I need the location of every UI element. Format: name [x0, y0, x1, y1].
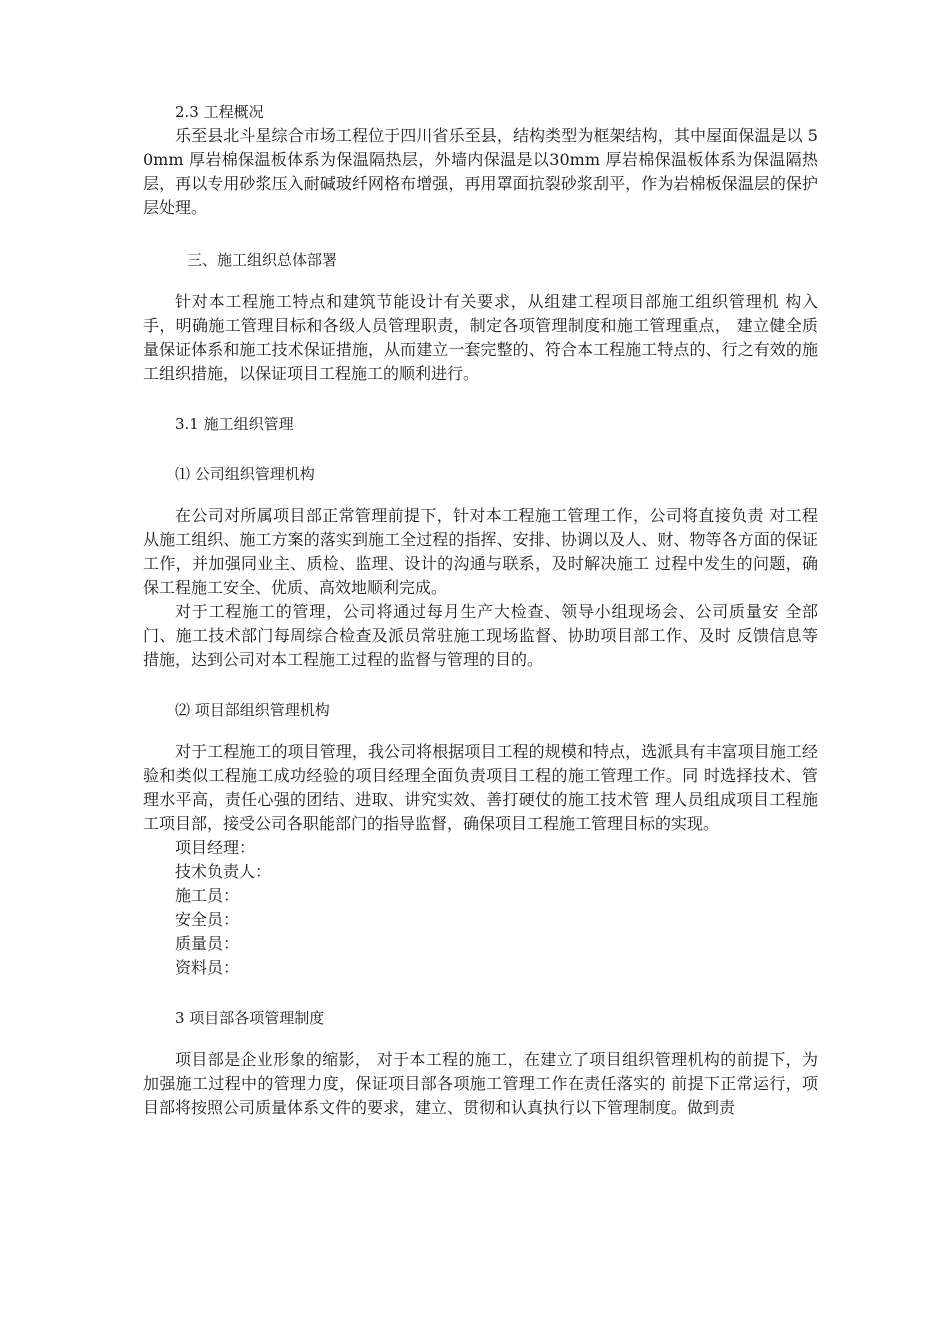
section-3-1-1-heading: ⑴ 公司组织管理机构 — [175, 465, 315, 483]
section-3-1-1-body-2: 对于工程施工的管理，公司将通过每月生产大检查、领导小组现场会、公司质量安 全部门、施工技术部门每周综合检查及派员常驻施工现场监督、协助项目部工作、及时 反馈信息等措施，达到公司对本工程施工过程的监督与管理的目的。 — [143, 602, 818, 669]
role-safety-officer: 安全员： — [175, 910, 240, 929]
section-3-1-heading: 3.1 施工组织管理 — [175, 415, 294, 433]
section-3-1-1-body-1: 在公司对所属项目部正常管理前提下，针对本工程施工管理工作，公司将直接负责 对工程从施工组织、施工方案的落实到施工全过程的指挥、安排、协调以及人、财、物等各方面的保证工作，并加强同业主、质检、监理、设计的沟通与联系，及时解决施工 过程中发生的问题，确保工程施工安全、优质、高效地顺利完成。 — [143, 506, 818, 597]
role-quality-officer: 质量员： — [175, 934, 240, 953]
section-3-1-2-heading: ⑵ 项目部组织管理机构 — [175, 701, 330, 719]
role-project-manager: 项目经理： — [175, 838, 256, 857]
section-2-3-heading: 2.3 工程概况 — [175, 103, 264, 121]
section-3-body: 针对本工程施工特点和建筑节能设计有关要求，从组建工程项目部施工组织管理机 构入手，明确施工管理目标和各级人员管理职责，制定各项管理制度和施工管理重点， 建立健全质量保证体系和施工技术保证措施，从而建立一套完整的、符合本工程施工特点的、行之有效的施工组织措施，以保证项目工程施工的顺利进行。 — [143, 292, 818, 383]
role-document-officer: 资料员： — [175, 958, 240, 977]
section-3-heading: 三、施工组织总体部署 — [187, 251, 338, 269]
document-page — [143, 100, 818, 1120]
section-3-mgmt-heading: 3 项目部各项管理制度 — [175, 1009, 325, 1027]
role-technical-lead: 技术负责人： — [175, 862, 272, 881]
section-3-1-2-body: 对于工程施工的项目管理，我公司将根据项目工程的规模和特点，选派具有丰富项目施工经验和类似工程施工成功经验的项目经理全面负责项目工程的施工管理工作。同 时选择技术、管理水平高，责任心强的团结、进取、讲究实效、善打硬仗的施工技术管 理人员组成项目工程施工项目部，接受公司各职能部门的指导监督，确保项目工程施工管理目标的实现。 — [143, 742, 818, 833]
role-construction-worker: 施工员： — [175, 886, 240, 905]
section-2-3-body: 乐至县北斗星综合市场工程位于四川省乐至县，结构类型为框架结构，其中屋面保温是以 50mm 厚岩棉保温板体系为保温隔热层，外墙内保温是以30mm 厚岩棉保温板体系为保温隔热层，再以专用砂浆压入耐碱玻纤网格布增强，再用罩面抗裂砂浆刮平，作为岩棉板保温层的保护层处理。 — [143, 126, 818, 217]
section-3-mgmt-body: 项目部是企业形象的缩影， 对于本工程的施工，在建立了项目组织管理机构的前提下，为加强施工过程中的管理力度，保证项目部各项施工管理工作在责任落实的 前提下正常运行，项目部将按照公司质量体系文件的要求，建立、贯彻和认真执行以下管理制度。做到责 — [143, 1050, 818, 1117]
